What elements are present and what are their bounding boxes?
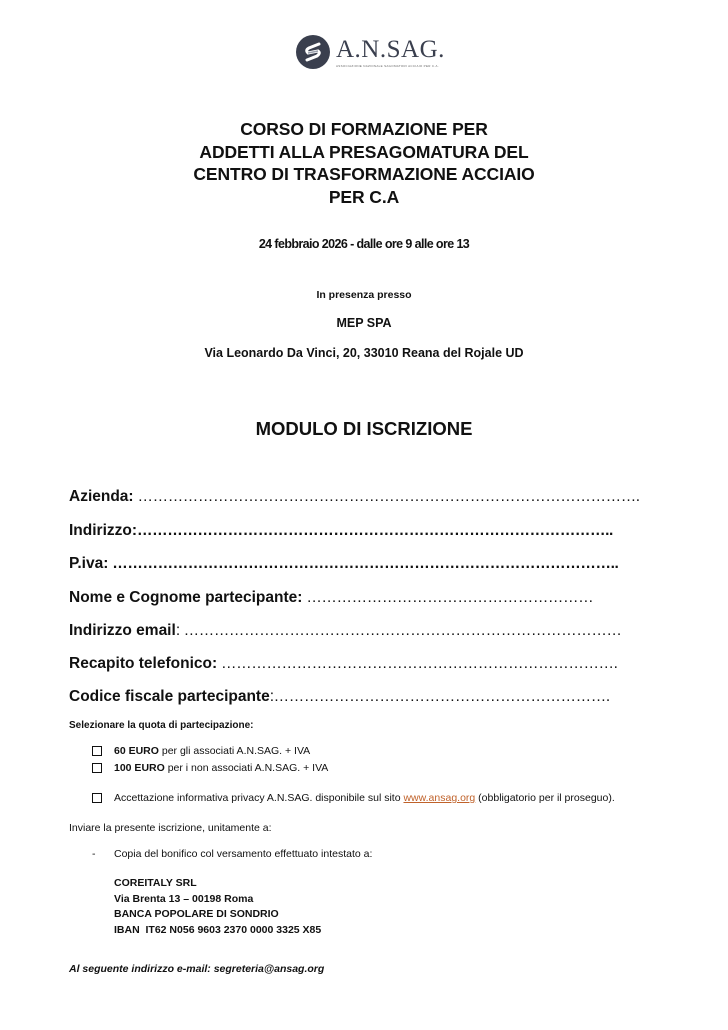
field-label: Codice fiscale partecipante <box>69 688 270 705</box>
course-title <box>0 118 728 208</box>
form-title: MODULO DI ISCRIZIONE <box>255 418 473 439</box>
option-associati[interactable] <box>92 745 310 757</box>
field-label: Indirizzo email <box>69 622 176 639</box>
field-codice-fiscale[interactable] <box>69 688 610 706</box>
title-line: CENTRO DI TRASFORMAZIONE ACCIAIO <box>193 164 535 184</box>
checkbox[interactable] <box>92 793 102 803</box>
presence-label: In presenza presso <box>316 289 412 301</box>
field-azienda[interactable] <box>69 488 640 506</box>
field-label: Recapito telefonico: <box>69 655 218 672</box>
bank-line: BANCA POPOLARE DI SONDRIO <box>114 908 279 920</box>
bank-line: IBAN IT62 N056 9603 2370 0000 3325 X85 <box>114 923 322 936</box>
field-nome-cognome[interactable] <box>69 589 593 607</box>
field-fill-line[interactable]: ……………………………………………………………………. <box>217 655 618 672</box>
bank-line: COREITALY SRL <box>114 877 197 889</box>
field-telefono[interactable] <box>69 655 618 673</box>
field-label: Indirizzo: <box>69 522 138 539</box>
field-fill-line[interactable]: ……………………………………………………………………………………….. <box>108 555 619 572</box>
option-non-associati[interactable] <box>92 762 328 774</box>
field-piva[interactable] <box>69 555 618 573</box>
field-fill-line[interactable]: ………………………………………………… <box>302 589 594 606</box>
venue-address: Via Leonardo Da Vinci, 20, 33010 Reana del Rojale UD <box>204 346 524 360</box>
bullet-text: Copia del bonifico col versamento effettuato intestato a: <box>114 848 373 860</box>
title-line: CORSO DI FORMAZIONE PER <box>240 119 488 139</box>
field-fill-line[interactable]: : …………………………………………………………………………… <box>175 622 622 639</box>
send-instructions: Inviare la presente iscrizione, unitamente a: <box>69 822 272 834</box>
field-fill-line[interactable]: ………………………………………………………………………………………. <box>133 488 640 505</box>
field-email[interactable] <box>69 622 622 640</box>
bank-details <box>114 876 321 938</box>
course-date: 24 febbraio 2026 - dalle ore 9 alle ore 13 <box>258 237 470 251</box>
checkbox[interactable] <box>92 746 102 756</box>
quota-title: Selezionare la quota di partecipazione: <box>69 720 254 731</box>
ansag-website-link[interactable]: www.ansag.org <box>403 792 476 804</box>
field-indirizzo[interactable] <box>69 522 613 540</box>
privacy-note: (obbligatorio per il proseguo). <box>475 792 615 804</box>
logo-subtitle: ASSOCIAZIONE NAZIONALE SAGOMATORI ACCIAIO PER C.A. <box>336 63 439 68</box>
field-fill-line[interactable]: :…………………………………………………………. <box>269 688 610 705</box>
option-amount: 60 EURO <box>114 745 159 757</box>
checkbox[interactable] <box>92 763 102 773</box>
field-fill-line[interactable]: ………………………………………………………………………………….. <box>137 522 613 539</box>
ansag-logo-icon <box>296 35 330 69</box>
title-line: ADDETTI ALLA PRESAGOMATURA DEL <box>199 141 529 162</box>
option-text: per gli associati A.N.SAG. + IVA <box>158 745 311 757</box>
venue-name: MEP SPA <box>336 316 392 330</box>
field-label: Nome e Cognome partecipante: <box>69 589 303 606</box>
bullet-item <box>92 848 372 860</box>
ansag-logo <box>296 32 445 72</box>
field-label: P.iva: <box>69 555 109 572</box>
title-line: PER C.A <box>328 186 400 207</box>
bullet-dash: - <box>92 848 96 860</box>
privacy-text: Accettazione informativa privacy A.N.SAG. disponibile sul sito <box>114 792 404 804</box>
logo-name: A.N.SAG. <box>336 35 445 63</box>
field-label: Azienda: <box>69 488 134 505</box>
privacy-acceptance[interactable] <box>92 792 615 804</box>
bank-line: Via Brenta 13 – 00198 Roma <box>114 892 254 905</box>
option-text: per i non associati A.N.SAG. + IVA <box>164 762 329 774</box>
footer-email: Al seguente indirizzo e-mail: segreteria@ansag.org <box>69 963 325 975</box>
option-amount: 100 EURO <box>114 762 165 774</box>
